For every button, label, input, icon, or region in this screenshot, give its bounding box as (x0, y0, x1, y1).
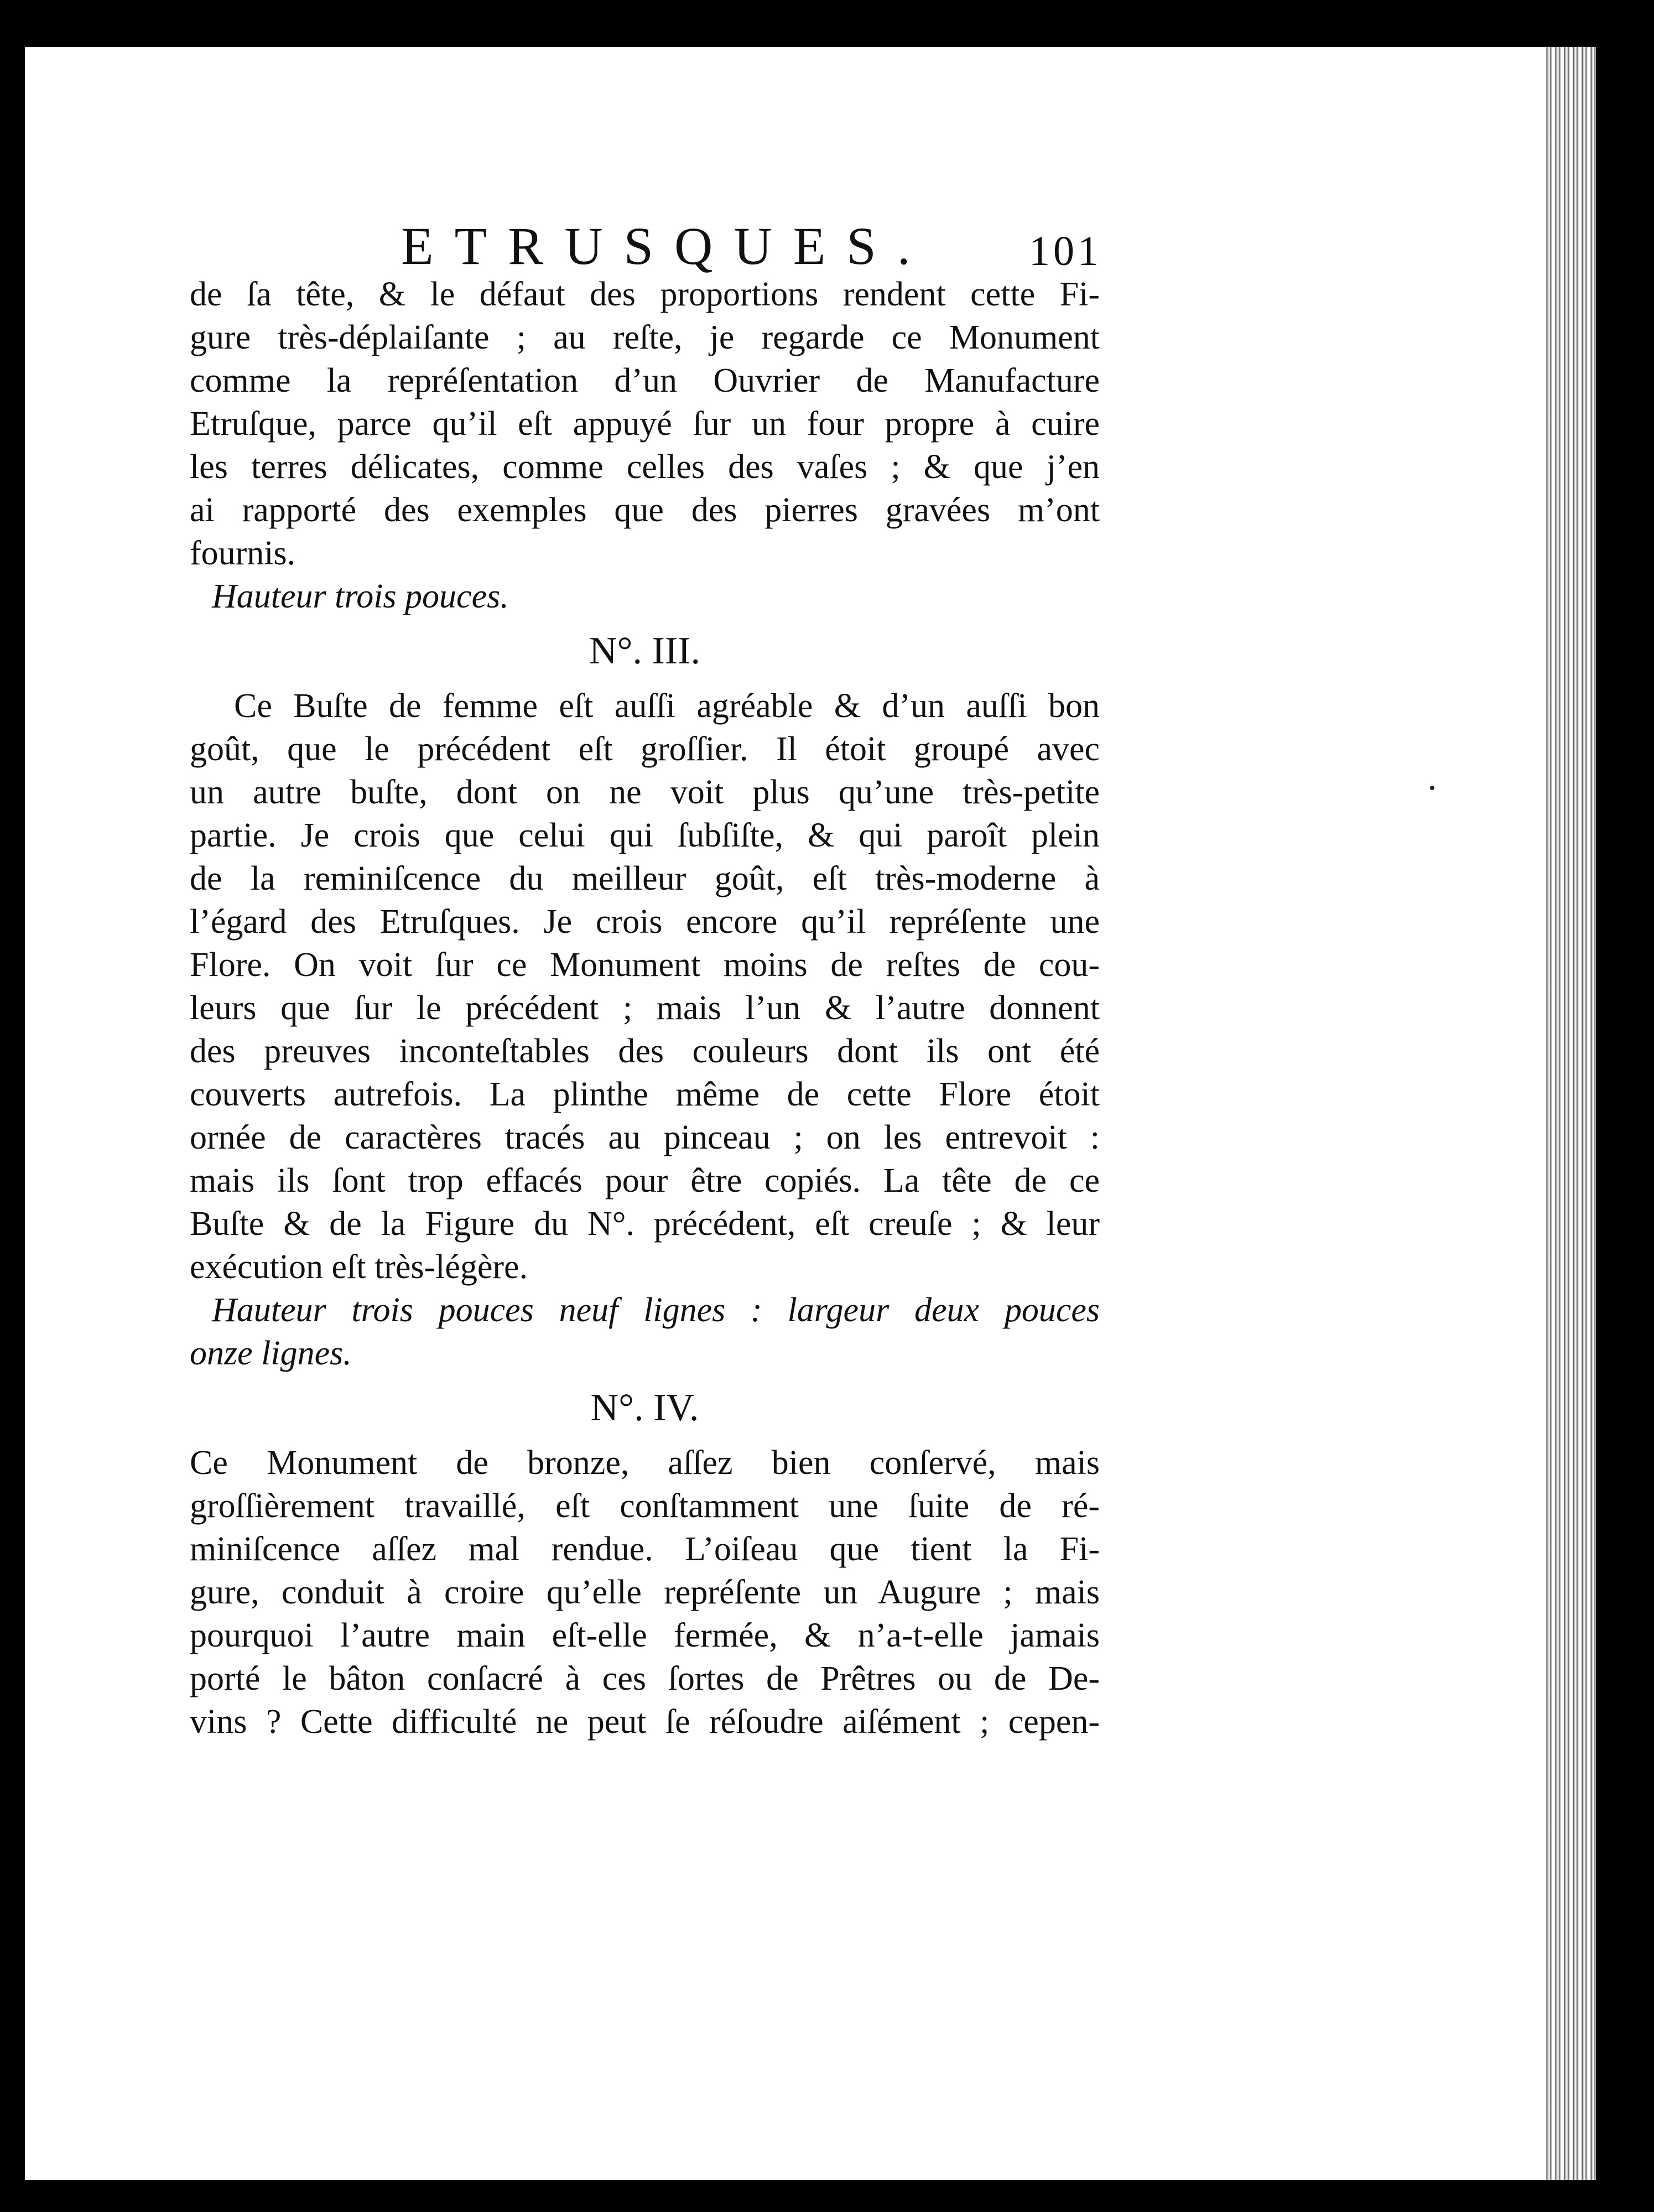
text-line: gure très-déplaiſante ; au reſte, je regarde ce Monument (190, 319, 1100, 356)
dimensions-note: onze lignes. (190, 1335, 352, 1372)
text-line: les terres délicates, comme celles des vaſes ; & que j’en (190, 448, 1100, 486)
text-line: exécution eſt très-légère. (190, 1248, 528, 1286)
text-line: comme la repréſentation d’un Ouvrier de Manufacture (190, 362, 1100, 399)
text-line: ornée de caractères tracés au pinceau ; on les entrevoit : (190, 1119, 1100, 1156)
text-line: couverts autrefois. La plinthe même de cette Flore étoit (190, 1076, 1100, 1113)
text-line: groſſièrement travaillé, eſt conſtamment une ſuite de ré- (190, 1487, 1100, 1525)
text-line: un autre buſte, dont on ne voit plus qu’une très-petite (190, 773, 1100, 811)
page-edge-shadow (1543, 47, 1596, 2180)
text-line: Ce Buſte de femme eſt auſſi agréable & d’un auſſi bon (234, 687, 1100, 725)
text-line: pourquoi l’autre main eſt-elle fermée, & n’a-t-elle jamais (190, 1617, 1100, 1654)
page-number: 101 (1029, 228, 1102, 274)
text-line: gure, conduit à croire qu’elle repréſente un Augure ; mais (190, 1574, 1100, 1611)
text-line: Flore. On voit ſur ce Monument moins de reſtes de cou- (190, 946, 1100, 984)
running-title: ETRUSQUES. (401, 216, 932, 276)
text-line: goût, que le précédent eſt groſſier. Il étoit groupé avec (190, 730, 1100, 768)
book-page (25, 47, 1596, 2180)
section-heading-3: N°. III. (589, 630, 700, 672)
text-line: des preuves inconteſtables des couleurs dont ils ont été (190, 1032, 1100, 1070)
running-head (25, 213, 1596, 279)
text-line: partie. Je crois que celui qui ſubſiſte, & qui paroît plein (190, 817, 1100, 854)
text-line: fournis. (190, 534, 296, 572)
dimensions-note: Hauteur trois pouces neuf lignes : largeur deux pouces (212, 1291, 1100, 1329)
text-line: miniſcence aſſez mal rendue. L’oiſeau que tient la Fi- (190, 1530, 1100, 1568)
text-line: Etruſque, parce qu’il eſt appuyé ſur un four propre à cuire (190, 405, 1100, 443)
text-line: l’égard des Etruſques. Je crois encore qu’il repréſente une (190, 903, 1100, 941)
text-line: mais ils ſont trop effacés pour être copiés. La tête de ce (190, 1162, 1100, 1200)
text-line: ai rapporté des exemples que des pierres gravées m’ont (190, 491, 1100, 529)
text-line: vins ? Cette difficulté ne peut ſe réſoudre aiſément ; cepen- (190, 1703, 1100, 1741)
text-line: Buſte & de la Figure du N°. précédent, eſt creuſe ; & leur (190, 1205, 1100, 1243)
text-line: de la reminiſcence du meilleur goût, eſt très-moderne à (190, 860, 1100, 897)
dimensions-note: Hauteur trois pouces. (212, 578, 509, 615)
text-line: de ſa tête, & le défaut des proportions rendent cette Fi- (190, 276, 1100, 313)
text-line: porté le bâton conſacré à ces ſortes de Prêtres ou de De- (190, 1660, 1100, 1697)
text-line: leurs que ſur le précédent ; mais l’un & l’autre donnent (190, 989, 1100, 1027)
ink-speck (1430, 786, 1434, 790)
section-heading-4: N°. IV. (590, 1387, 699, 1429)
text-block (190, 273, 1100, 1743)
text-line: Ce Monument de bronze, aſſez bien conſervé, mais (190, 1444, 1100, 1482)
